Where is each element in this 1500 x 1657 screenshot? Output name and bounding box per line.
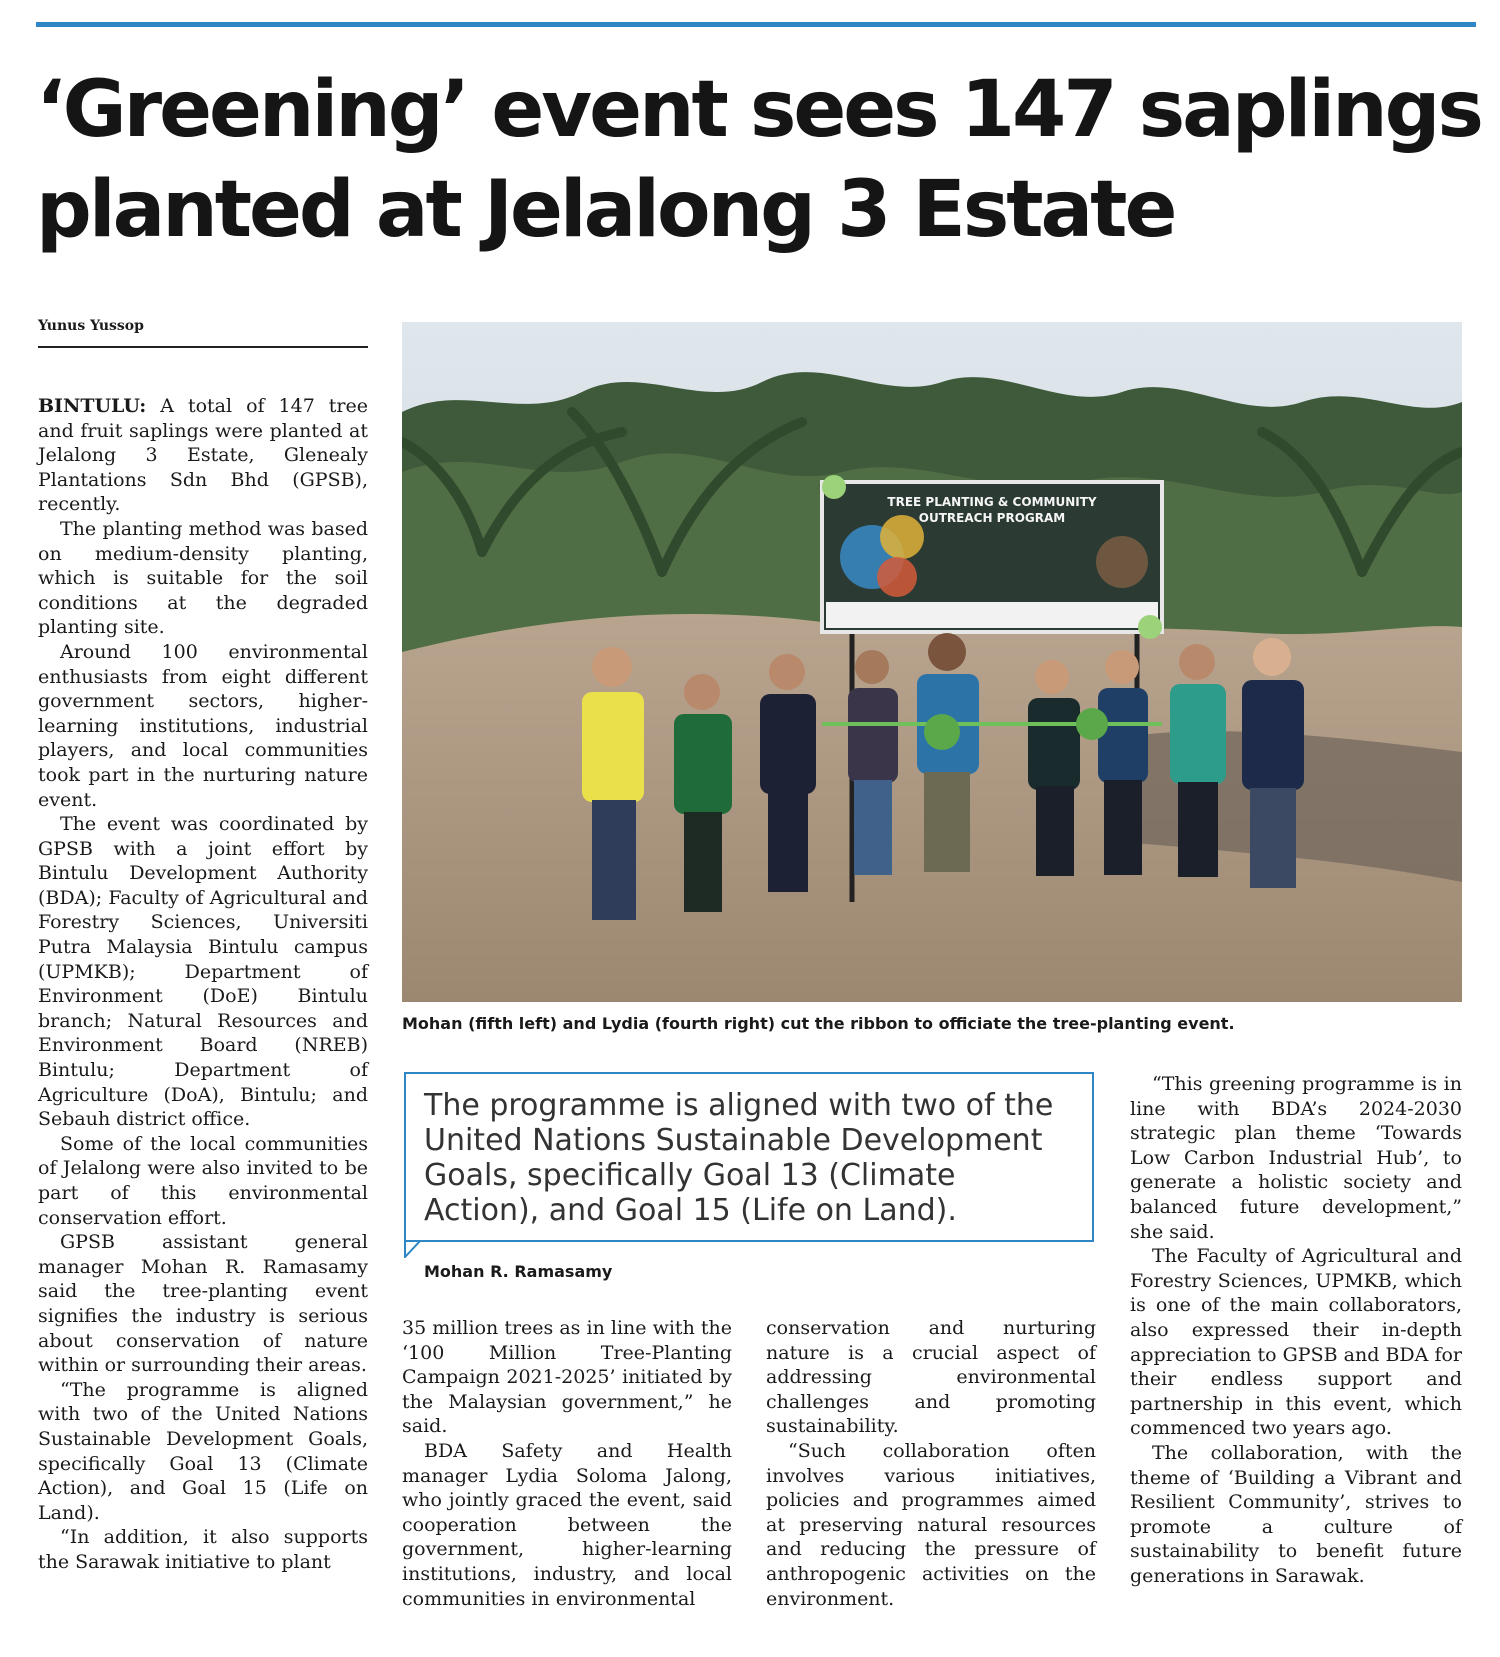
paragraph-text: A total of 147 tree and fruit saplings were planted at Jelalong 3 Estate, Glenealy Plantations Sdn Bhd (GPSB), recently. [38, 395, 368, 516]
headline-line-1: ‘Greening’ event sees 147 saplings [36, 65, 1481, 155]
photo-illustration [402, 322, 1462, 1002]
paragraph: BDA Safety and Health manager Lydia Soloma Jalong, who jointly graced the event, said cooperation between the government, higher-learning institutions, industry, and local communities in environmental [402, 1439, 732, 1610]
paragraph: The planting method was based on medium-density planting, which is suitable for the soil conditions at the degraded planting site. [38, 517, 368, 639]
dateline: BINTULU: [38, 395, 147, 417]
pull-quote-pointer-icon [404, 1240, 422, 1258]
article-column-4 [1130, 1072, 1462, 1588]
paragraph: GPSB assistant general manager Mohan R. Ramasamy said the tree-planting event signifies the industry is serious about conservation of nature within or surrounding their areas. [38, 1231, 368, 1377]
event-photo [402, 322, 1462, 1002]
headline-line-2: planted at Jelalong 3 Estate [36, 165, 1175, 255]
paragraph: “This greening programme is in line with BDA’s 2024-2030 strategic plan theme ‘Towards Low Carbon Industrial Hub’, to generate a holistic society and balanced future development,” she said. [1130, 1073, 1462, 1243]
article-column-2 [402, 1316, 732, 1611]
paragraph: The Faculty of Agricultural and Forestry Sciences, UPMKB, which is one of the main collaborators, also expressed their in-depth appreciation to GPSB and BDA for their endless support and partnership in this event, which commenced two years ago. [1130, 1245, 1462, 1440]
pull-quote: The programme is aligned with two of the United Nations Sustainable Development Goals, specifically Goal 13 (Climate Action), and Goal 15 (Life on Land). [404, 1072, 1094, 1242]
paragraph: Some of the local communities of Jelalong were also invited to be part of this environmental conservation effort. [38, 1132, 368, 1229]
byline: Yunus Yussop [38, 318, 368, 348]
paragraph: “The programme is aligned with two of the United Nations Sustainable Development Goals, specifically Goal 13 (Climate Action), and Goal 15 (Life on Land). [38, 1378, 368, 1524]
paragraph: The event was coordinated by GPSB with a joint effort by Bintulu Development Authority (BDA); Faculty of Agricultural and Forestry Sciences, Universiti Putra Malaysia Bintulu campus (UPMKB); Department of Environment (DoE) Bintulu branch; Natural Resources and Environment Board (NREB) Bintulu; Department of Agriculture (DoA), Bintulu; and Sebauh district office. [38, 813, 368, 1131]
paragraph: “Such collaboration often involves various initiatives, policies and programmes aimed at preserving natural resources and reducing the pressure of anthropogenic activities on the environment. [766, 1439, 1096, 1610]
paragraph [38, 394, 368, 517]
paragraph: Around 100 environmental enthusiasts from eight different government sectors, higher-learning institutions, industrial players, and local communities took part in the nurturing nature event. [38, 640, 368, 811]
article-column-3 [766, 1316, 1096, 1611]
top-rule [36, 22, 1476, 27]
article-column-1 [38, 394, 368, 1575]
paragraph: “In addition, it also supports the Sarawak initiative to plant [38, 1526, 368, 1573]
pull-quote-attribution: Mohan R. Ramasamy [424, 1262, 613, 1281]
paragraph: conservation and nurturing nature is a crucial aspect of addressing environmental challenges and promoting sustainability. [766, 1317, 1096, 1438]
banner-title-line-2: OUTREACH PROGRAM [918, 511, 1066, 525]
paragraph: The collaboration, with the theme of ‘Building a Vibrant and Resilient Community’, strives to promote a culture of sustainability to benefit future generations in Sarawak. [1130, 1441, 1462, 1587]
banner-title-line-1: TREE PLANTING & COMMUNITY [887, 495, 1097, 509]
paragraph: 35 million trees as in line with the ‘100 Million Tree-Planting Campaign 2021-2025’ initiated by the Malaysian government,” he said. [402, 1317, 732, 1438]
photo-caption: Mohan (fifth left) and Lydia (fourth right) cut the ribbon to officiate the tree-planting event. [402, 1014, 1235, 1033]
headline [36, 60, 1481, 260]
